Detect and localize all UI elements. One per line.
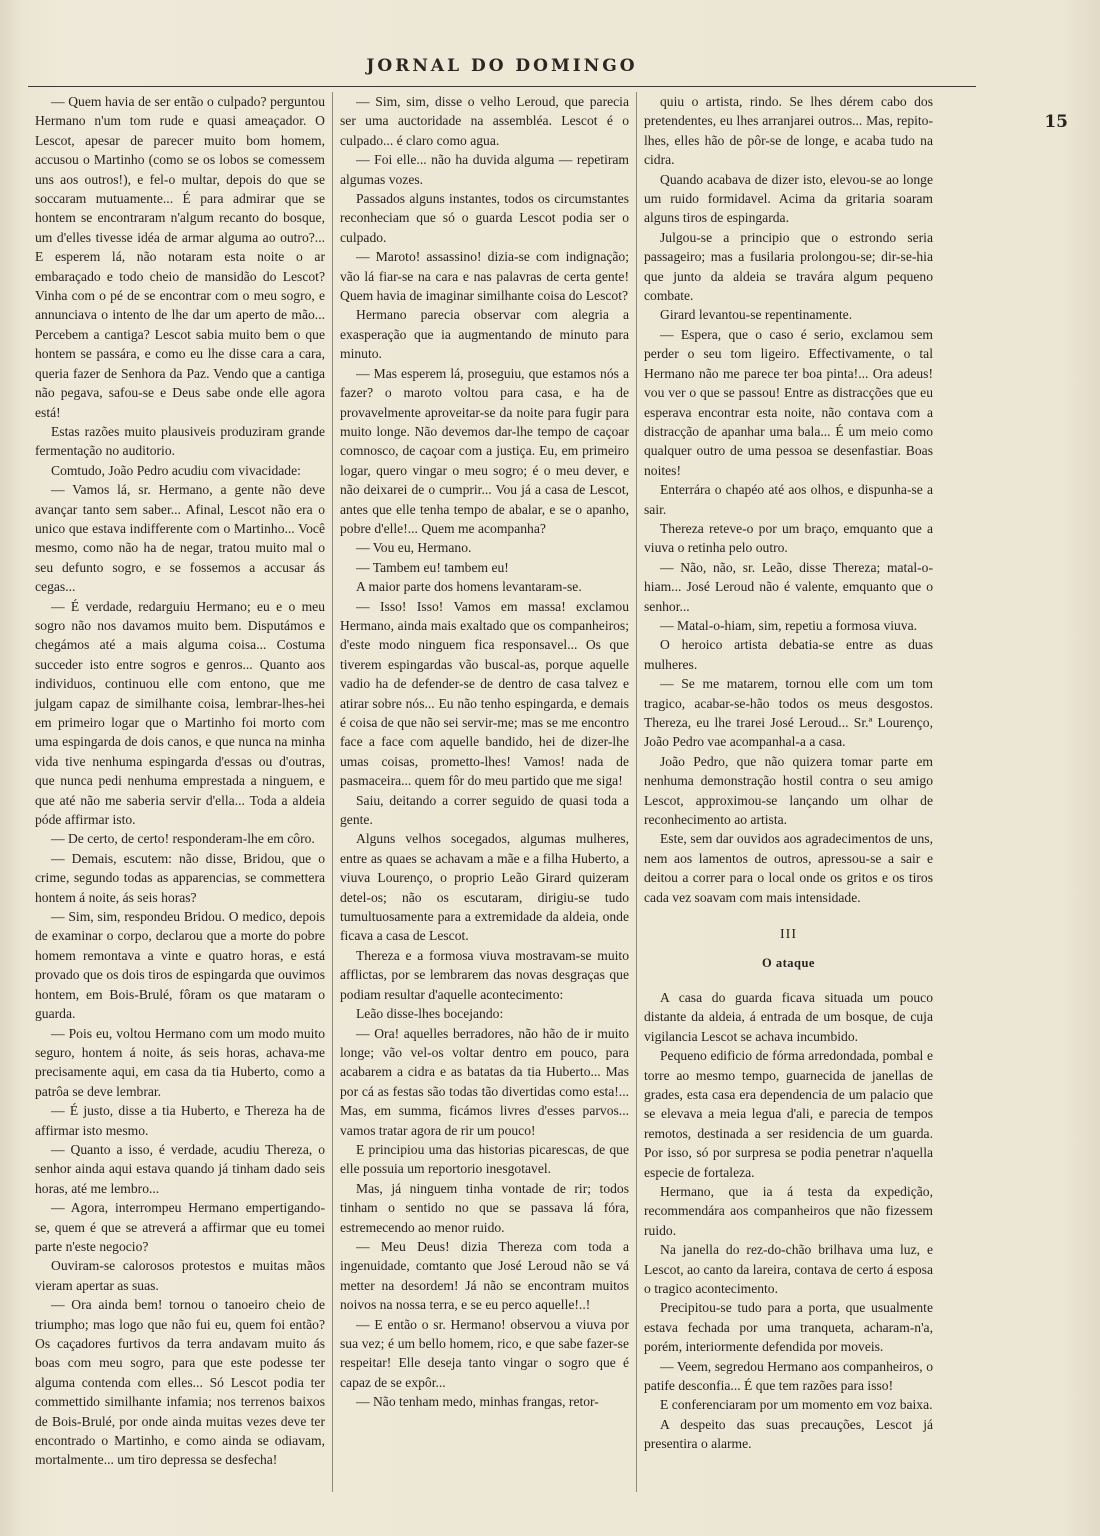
paragraph: — Ora! aquelles berradores, não hão de ir muito longe; vão vel-os voltar dentro em pouco, para acabarem a cidra e as batatas da tia Huberto... Mas por cá as festas são todas tão divertidas como esta!... Mas, em summa, ficámos livres d'esses parvos... vamos tratar agora de rir um pouco! [340, 1025, 629, 1138]
paragraph: Julgou-se a principio que o estrondo seria passageiro; mas a fusilaria prolongou-se; dir-se-hia que junto da aldeia se travára algum pequeno combate. [644, 229, 933, 304]
paragraph: — Meu Deus! dizia Thereza com toda a ingenuidade, comtanto que José Leroud não se vá metter na desordem! Já não se encontram muitos noivos na nossa terra, e se eu perco aquelle!..! [340, 1238, 629, 1313]
section-title: O ataque [762, 956, 815, 971]
paragraph: — Veem, segredou Hermano aos companheiros, o patife desconfia... É que tem razões para isso! [644, 1358, 933, 1393]
paragraph: Quando acabava de dizer isto, elevou-se ao longe um ruido formidavel. Acima da gritaria soaram alguns tiros de espingarda. [644, 171, 933, 226]
paragraph: — Sim, sim, disse o velho Leroud, que parecia ser uma auctoridade na assembléa. Lescot é o culpado... é claro como agua. [340, 94, 629, 148]
paragraph: Hermano, que ia á testa da expedição, recommendára aos companheiros que não fizessem ruido. [644, 1183, 933, 1238]
paragraph: — E então o sr. Hermano! observou a viuva por sua vez; é um bello homem, rico, e que sabe fazer-se respeitar! Elle deseja tanto vingar o sogro que é capaz de se expôr... [340, 1316, 629, 1390]
paragraph: A casa do guarda ficava situada um pouco distante da aldeia, á entrada de um bosque, de cuja vigilancia Lescot se achava incumbido. [644, 989, 933, 1044]
paragraph: quiu o artista, rindo. Se lhes dérem cabo dos pretendentes, eu lhes arranjarei outros... Mas, repito-lhes, elles hão de pôr-se de longe, e acaba tudo na cidra. [644, 94, 933, 168]
paragraph: Mas, já ninguem tinha vontade de rir; todos tinham o sentido no que se passava lá fóra, estremecendo ao menor ruido. [340, 1180, 629, 1235]
paragraph: João Pedro, que não quizera tomar parte em nenhuma demonstração hostil contra o seu amigo Lescot, approximou-se lançando um olhar de reconhecimento ao artista. [644, 753, 933, 828]
paragraph: — Vamos lá, sr. Hermano, a gente não deve avançar tanto sem saber... Afinal, Lescot não era o unico que estava indifferente com o Martinho... Você mesmo, como não ha de negar, tratou muito mal o seu defunto sogro, e se fossemos a accusar ás cegas... [35, 482, 325, 595]
paragraph: Thereza e a formosa viuva mostravam-se muito afflictas, por se lembrarem das novas desgraças que podiam resultar d'aquelle acontecimento: [340, 947, 629, 1002]
paragraph: — Foi elle... não ha duvida alguma — repetiram algumas vozes. [340, 152, 629, 187]
journal-title: JORNAL DO DOMINGO [366, 56, 638, 76]
paragraph: — Ora ainda bem! tornou o tanoeiro cheio de triumpho; mas logo que não fui eu, quem foi então? Os caçadores furtivos da terra andavam muito ás boas com meu sogro, para que este podesse ter alguma contenda com elles... Só Lescot podia ter commettido similhante infamia; nos terrenos baixos de Bois-Brulé, por onde ainda muitas vezes deve ter encontrado o Martinho, e como ainda se odiavam, mortalmente... um tiro depressa se desfecha! [35, 1297, 325, 1468]
paragraph: Pequeno edificio de fórma arredondada, pombal e torre ao mesmo tempo, guarnecida de janellas de grades, esta casa era dependencia de um palacio que se elevava a meia legua d'ali, e parecia de tempos remotos, destinada a ser residencia de um guarda. Por isso, só por surpresa se podia penetrar n'aquella especie de fortaleza. [644, 1048, 933, 1180]
paragraph: — Quem havia de ser então o culpado? perguntou Hermano n'um tom rude e quasi ameaçador. O Lescot, apesar de parecer muito bom homem, accusou o Martinho (como se os lobos se comessem uns aos outros!), e fel-o multar, depois do que se soccaram mutuamente... É para admirar que se hontem se encontraram n'algum recanto do bosque, um d'elles tivesse idéa de armar alguma ao outro?... E esperem lá, não notaram esta noite o ar embaraçado e todo cheio de mansidão do Lescot? Vinha com o pé de se encontrar com o meu sogro, e annunciava o intento de lhe dar um aperto de mão... Percebem a cantiga? Lescot sabia muito bem o que hontem se passára, e como eu lhe disse cara a cara, queria fazer de Senhora da Paz. Vendo que a cantiga não pegava, safou-se e Deus sabe onde elle agora está! [35, 94, 325, 420]
paragraph: Passados alguns instantes, todos os circumstantes reconheciam que só o guarda Lescot podia ser o culpado. [340, 191, 629, 245]
paragraph: — De certo, de certo! responderam-lhe em côro. [51, 831, 315, 847]
paragraph: — Pois eu, voltou Hermano com um modo muito seguro, hontem á noite, ás seis horas, achava-me precisamente aqui, em casa da tia Huberto, como a patrôa se deve lembrar. [35, 1025, 325, 1099]
paragraph: E principiou uma das historias picarescas, de que elle possuia um reportorio inesgotavel. [340, 1141, 629, 1177]
paragraph: — Mas esperem lá, proseguiu, que estamos nós a fazer? o maroto voltou para casa, e ha de provavelmente aproveitar-se da noite para fugir para muito longe. Não devemos dar-lhe tempo de caçoar comnosco, de caçoar com a justiça. Eu, em primeiro logar, quero vingar o meu sogro; é o meu dever, e não deixarei de o cumprir... Vou já a casa de Lescot, antes que elle tenha tempo de abalar, e se o apanho, pobre d'elle!... Quem me acompanha? [340, 365, 629, 536]
paragraph: Thereza reteve-o por um braço, emquanto que a viuva o retinha pelo outro. [644, 520, 933, 556]
column-2 [332, 92, 636, 1492]
paragraph: A maior parte dos homens levantaram-se. [356, 579, 582, 595]
section-number: III [780, 927, 797, 943]
paragraph: — Espera, que o caso é serio, exclamou sem perder o seu tom ligeiro. Effectivamente, o tal Hermano não me parece ter boa pinta!... Ora adeus! vou ver o que se passou! Entre as distracções que eu esperava encontrar esta noite, não contava com a distracção de apanhar uma bala... É um meio como qualquer outro de uma pessoa se desenfastiar. Boas noites! [644, 326, 933, 478]
paragraph: E conferenciaram por um momento em voz baixa. [660, 1397, 933, 1413]
paragraph: — Isso! Isso! Vamos em massa! exclamou Hermano, ainda mais exaltado que os companheiros; d'este modo ninguem fica responsavel... Os que tiverem espingardas vão buscal-as, porque aquelle vadio ha de defender-se de dentro de casa talvez e atirar sobre nós... Eu não tenho espingarda, e demais é coisa de que não sei servir-me; mas se me encontro face a face com aquelle bandido, hei de dizer-lhe umas coisas, prometto-lhes! Vamos! nada de pasmaceira... quem fôr do meu partido que me siga! [340, 598, 629, 789]
paragraph: Precipitou-se tudo para a porta, que usualmente estava fechada por uma tranqueta, acharam-n'a, porém, interiormente defendida por moveis. [644, 1300, 933, 1355]
paragraph: Estas razões muito plausiveis produziram grande fermentação no auditorio. [35, 423, 325, 459]
column-3 [636, 92, 940, 1492]
paragraph: — Agora, interrompeu Hermano empertigando-se, quem é que se atreverá a affirmar que eu tomei parte n'este negocio? [35, 1200, 325, 1254]
paragraph: — Matal-o-hiam, sim, repetiu a formosa viuva. [660, 617, 918, 633]
paragraph: Girard levantou-se repentinamente. [660, 307, 853, 323]
paragraph: Na janella do rez-do-chão brilhava uma luz, e Lescot, ao canto da lareira, contava de certo á esposa o tragico acontecimento. [644, 1242, 933, 1296]
paragraph: Comtudo, João Pedro acudiu com vivacidade: [51, 462, 301, 478]
paragraph: Leão disse-lhes bocejando: [356, 1006, 504, 1022]
paragraph: Ouviram-se calorosos protestos e muitas mãos vieram apertar as suas. [35, 1258, 325, 1293]
paragraph: — Tambem eu! tambem eu! [356, 559, 509, 575]
paragraph: Saiu, deitando a correr seguido de quasi toda a gente. [340, 792, 629, 828]
paragraph: — Quanto a isso, é verdade, acudiu Thereza, o senhor ainda aqui estava quando já tinham dado seis horas, até me lembro... [35, 1141, 325, 1196]
paragraph: — Não tenham medo, minhas frangas, retor- [356, 1394, 599, 1410]
paragraph: — Maroto! assassino! dizia-se com indignação; vão lá fiar-se na cara e nas palavras de certa gente! Quem havia de imaginar similhante coisa do Lescot? [340, 249, 629, 304]
paragraph: O heroico artista debatia-se entre as duas mulheres. [644, 637, 933, 672]
paragraph: Hermano parecia observar com alegria a exasperação que ia augmentando de minuto para minuto. [340, 307, 629, 362]
paragraph: Alguns velhos socegados, algumas mulheres, entre as quaes se achavam a mãe e a filha Huberto, a viuva Lourenço, o proprio Leão Girard quizeram detel-os; não os escutaram, dirigiu-se tudo tumultuosamente para a extremidade da aldeia, onde ficava a casa de Lescot. [340, 831, 629, 944]
paragraph: — Sim, sim, respondeu Bridou. O medico, depois de examinar o corpo, declarou que a morte do pobre homem remontava a vinte e quatro horas, e está provado que os dois tiros de espingarda que ouvimos hontem, em Bois-Brulé, fôram os que mataram o guarda. [35, 909, 325, 1022]
paragraph: — É verdade, redarguiu Hermano; eu e o meu sogro não nos davamos muito bem. Disputámos e chegámos até a mais alguma coisa... Costuma succeder isto entre sogros e genros... Quanto aos individuos, continuou elle com entono, que me julgam capaz de similhante coisa, lembrar-lhes-hei em primeiro logar que o Martinho foi morto com uma espingarda de dois canos, e que nunca na minha vida tive nenhuma espingarda d'essas ou d'outras, que nunca pedi nenhuma emprestada a ninguem, e que até não me saberia servir d'ella... Toda a aldeia póde affirmar isto. [35, 598, 325, 828]
paragraph: Este, sem dar ouvidos aos agradecimentos de uns, nem aos lamentos de outros, apressou-se a sair e deitou a correr para o local onde os gritos e os tiros cada vez soavam com mais intensidade. [644, 831, 933, 905]
paragraph: — Vou eu, Hermano. [356, 540, 472, 556]
text-columns [28, 92, 976, 1492]
paragraph: Enterrára o chapéo até aos olhos, e dispunha-se a sair. [644, 482, 933, 517]
paragraph: — Demais, escutem: não disse, Bridou, que o crime, segundo todas as apparencias, se commettera hontem á noite, ás seis horas? [35, 850, 325, 905]
paragraph: A despeito das suas precauções, Lescot já presentira o alarme. [644, 1416, 933, 1452]
paragraph: — Não, não, sr. Leão, disse Thereza; matal-o-hiam... José Leroud não é valente, emquanto que o senhor... [644, 559, 933, 614]
paragraph: — Se me matarem, tornou elle com um tom tragico, acabar-se-hão todos os meus desgostos. Thereza, eu lhe trarei José Leroud... Sr.ª Lourenço, João Pedro vae acompanhal-a a casa. [644, 676, 933, 750]
paragraph: — É justo, disse a tia Huberto, e Thereza ha de affirmar isto mesmo. [35, 1103, 325, 1138]
column-1 [28, 92, 332, 1492]
page-number: 15 [1044, 112, 1068, 132]
